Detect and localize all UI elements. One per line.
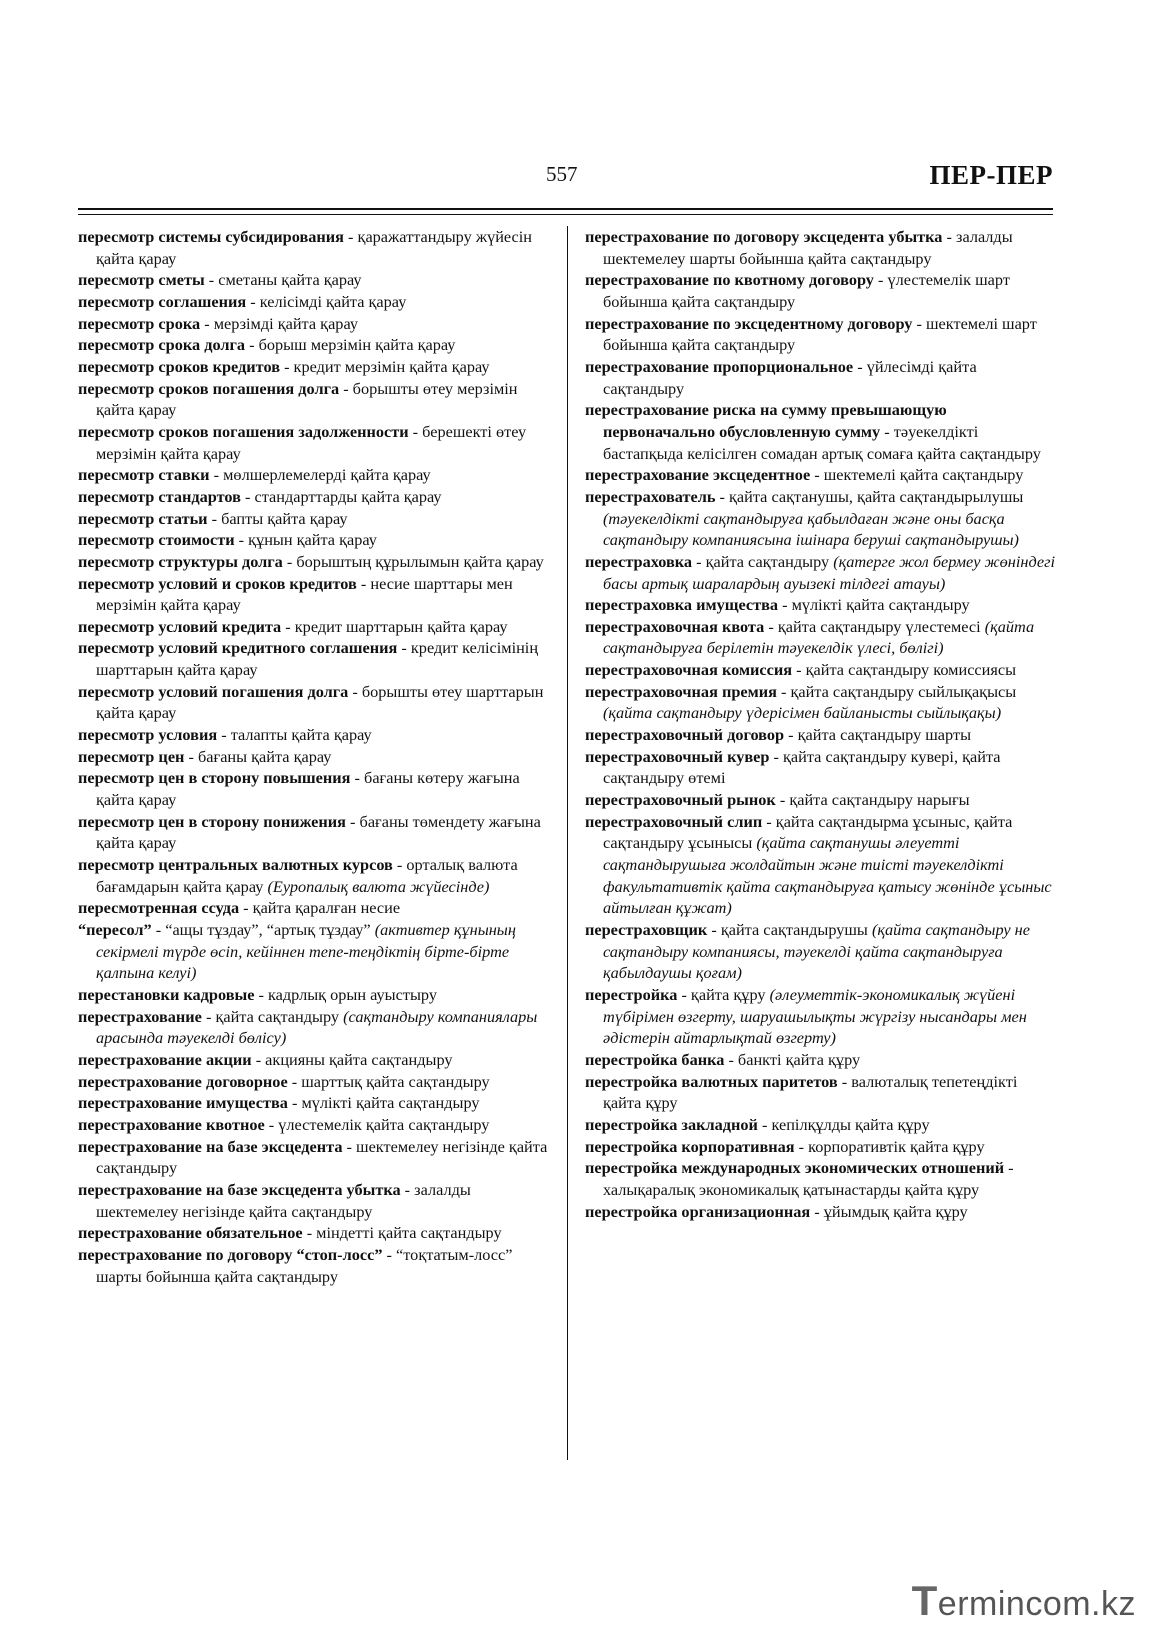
entry-definition: - шектемелеу негізінде қайта сақтандыру bbox=[96, 1136, 548, 1178]
entry-term: перестрахование по эксцедентному договору bbox=[585, 313, 913, 333]
dictionary-entry bbox=[585, 681, 1055, 724]
entry-term: перестраховочная комиссия bbox=[585, 660, 793, 680]
entry-term: перестрахование договорное bbox=[78, 1071, 288, 1091]
entry-term: пересмотренная ссуда bbox=[78, 898, 240, 918]
entry-term: пересмотр цен в сторону повышения bbox=[78, 768, 351, 788]
entry-term: перестрахование на базе эксцедента bbox=[78, 1136, 343, 1156]
entry-definition: - бапты қайта қарау bbox=[207, 508, 348, 528]
entry-definition: - шектемелі шарт бойынша қайта сақтандыру bbox=[603, 313, 1037, 355]
entry-definition: - қайта сақтандыру нарығы bbox=[775, 790, 970, 810]
entry-note: (қайта сақтандыруға берілетін тәуекелдік үлесі, бөлігі) bbox=[603, 616, 1035, 658]
entry-definition: - сметаны қайта қарау bbox=[204, 270, 362, 290]
entry-definition: - корпоративтік қайта құру bbox=[794, 1136, 985, 1156]
header-rule-thin bbox=[78, 214, 1053, 215]
entry-definition: - банкті қайта құру bbox=[724, 1049, 861, 1069]
entry-definition: - үлестемелік қайта сақтандыру bbox=[264, 1114, 490, 1134]
dictionary-entry bbox=[78, 1071, 550, 1093]
dictionary-entry bbox=[78, 811, 550, 854]
entry-definition: - мерзімді қайта қарау bbox=[200, 313, 358, 333]
logo-initial: T bbox=[911, 1577, 938, 1624]
entry-term: пересмотр срока долга bbox=[78, 335, 246, 355]
dictionary-entry bbox=[78, 616, 550, 638]
dictionary-entry bbox=[585, 724, 1055, 746]
column-divider bbox=[567, 226, 568, 1460]
entry-definition: - қайта сақтандыру кувері, қайта сақтандыру өтемі bbox=[603, 746, 1001, 788]
dictionary-entry bbox=[78, 356, 550, 378]
entry-term: перестраховочный кувер bbox=[585, 746, 770, 766]
entry-term: перестрахование обязательное bbox=[78, 1223, 303, 1243]
entry-note: (қатерге жол бермеу жөніндегі басы артық шаралардың ауызекі тілдегі атауы) bbox=[603, 551, 1055, 593]
entry-term: перестраховщик bbox=[585, 920, 708, 939]
dictionary-entry bbox=[78, 1136, 550, 1179]
entry-definition: - қайта құру bbox=[677, 984, 770, 1004]
dictionary-entry bbox=[78, 464, 550, 486]
page-header bbox=[78, 160, 1053, 210]
entry-definition: - бағаны көтеру жағына қайта қарау bbox=[96, 768, 520, 810]
dictionary-entry bbox=[78, 291, 550, 313]
dictionary-entry bbox=[585, 1114, 1055, 1136]
dictionary-entry bbox=[585, 1071, 1055, 1114]
entry-definition: - мүлікті қайта сақтандыру bbox=[778, 595, 970, 615]
entry-definition: - ұйымдық қайта құру bbox=[810, 1201, 968, 1221]
entry-term: пересмотр условия bbox=[78, 725, 218, 745]
dictionary-entry bbox=[585, 399, 1055, 464]
dictionary-entry bbox=[78, 854, 550, 897]
entry-term: пересмотр условий кредитного соглашения bbox=[78, 638, 398, 658]
entry-definition: - қайта сақтандыру bbox=[692, 551, 834, 571]
entry-definition: - міндетті қайта сақтандыру bbox=[302, 1223, 502, 1243]
entry-definition: - талапты қайта қарау bbox=[217, 725, 372, 745]
entry-definition: - борыштың құрылымын қайта қарау bbox=[282, 551, 544, 571]
entry-note: (Еуропалық валюта жүйесінде) bbox=[267, 876, 490, 896]
entry-term: перестраховочный рынок bbox=[585, 790, 776, 810]
entry-definition: - несие шарттары мен мерзімін қайта қарау bbox=[96, 573, 513, 615]
entry-definition: - стандарттарды қайта қарау bbox=[240, 486, 442, 506]
dictionary-entry bbox=[78, 1222, 550, 1244]
dictionary-entry bbox=[585, 811, 1055, 919]
entry-term: пересмотр статьи bbox=[78, 508, 208, 528]
dictionary-entry bbox=[585, 1157, 1055, 1200]
dictionary-entry bbox=[78, 681, 550, 724]
dictionary-entry bbox=[78, 1092, 550, 1114]
entry-definition: - орталық валюта бағамдарын қайта қарау bbox=[96, 855, 518, 896]
entry-term: перестраховочный слип bbox=[585, 811, 763, 831]
dictionary-entry bbox=[78, 1114, 550, 1136]
logo-text: ermincom.kz bbox=[937, 1585, 1136, 1623]
entry-term: пересмотр цен bbox=[78, 746, 185, 766]
entry-term: пересмотр сроков погашения задолженности bbox=[78, 421, 409, 441]
dictionary-entry bbox=[585, 594, 1055, 616]
dictionary-entry bbox=[78, 1006, 550, 1049]
page-number: 557 bbox=[546, 162, 578, 186]
entry-definition: - шектемелі қайта сақтандыру bbox=[810, 465, 1024, 485]
entry-note: (әлеуметтік-экономикалық жүйені түбірімен өзгерту, шаруашылықты жүргізу нысандары мен әдістерін айтарлықтай өзгерту) bbox=[603, 984, 1027, 1048]
entry-definition: - мүлікті қайта сақтандыру bbox=[287, 1093, 480, 1113]
dictionary-entry bbox=[78, 724, 550, 746]
dictionary-entry bbox=[585, 313, 1055, 356]
dictionary-entry bbox=[78, 984, 550, 1006]
entry-term: перестраховочный договор bbox=[585, 725, 785, 745]
entry-definition: - кадрлық орын ауыстыру bbox=[254, 984, 437, 1004]
entry-definition: - “ащы тұздау”, “артық тұздау” bbox=[151, 920, 375, 939]
entry-definition: - залалды шектемелеу шарты бойынша қайта сақтандыру bbox=[603, 227, 1013, 268]
entry-term: перестрахователь bbox=[585, 486, 716, 506]
entry-definition: - кредит шарттарын қайта қарау bbox=[281, 616, 508, 636]
entry-term: пересмотр цен в сторону понижения bbox=[78, 811, 346, 831]
dictionary-entry bbox=[78, 746, 550, 768]
dictionary-entry bbox=[78, 508, 550, 530]
entry-definition: - қайта сақтандыру сыйлықақысы bbox=[776, 681, 1017, 701]
entry-definition: - шарттық қайта сақтандыру bbox=[287, 1071, 490, 1091]
dictionary-entry bbox=[585, 486, 1055, 551]
entry-definition: - берешекті өтеу мерзімін қайта қарау bbox=[96, 421, 527, 463]
dictionary-entry bbox=[78, 573, 550, 616]
entry-note: (активтер құнының секірмелі түрде өсіп, кейіннен тепе-теңдіктің бірте-бірте қалпына келуі) bbox=[96, 920, 516, 983]
dictionary-entry bbox=[585, 551, 1055, 594]
entry-term: пересмотр центральных валютных курсов bbox=[78, 855, 393, 875]
entry-term: перестрахование квотное bbox=[78, 1114, 265, 1134]
entry-term: пересмотр структуры долга bbox=[78, 551, 283, 571]
entry-term: перестрахование по договору “стоп-лосс” bbox=[78, 1244, 383, 1264]
entry-definition: - қайта сақтанушы, қайта сақтандырылушы bbox=[715, 486, 1024, 506]
entry-term: перестановки кадровые bbox=[78, 984, 255, 1004]
entry-term: пересмотр сроков погашения долга bbox=[78, 378, 340, 398]
dictionary-entry bbox=[585, 746, 1055, 789]
entry-term: перестрахование по договору эксцедента убытка bbox=[585, 227, 943, 246]
entry-definition: - мөлшерлемелерді қайта қарау bbox=[209, 465, 431, 485]
entry-term: “пересол” bbox=[78, 920, 152, 939]
dictionary-entry bbox=[78, 226, 550, 269]
entry-term: перестройка bbox=[585, 984, 678, 1004]
left-column bbox=[78, 226, 550, 1287]
entry-term: пересмотр условий погашения долга bbox=[78, 681, 349, 701]
dictionary-entry bbox=[585, 659, 1055, 681]
dictionary-entry bbox=[78, 486, 550, 508]
page-title: ПЕР-ПЕР bbox=[929, 160, 1053, 190]
entry-definition: - бағаны төмендету жағына қайта қарау bbox=[96, 811, 541, 853]
entry-note: (қайта сақтандыру не сақтандыру компаниясы, тәуекелді қайта сақтандыруға қабылдаушы қоғам) bbox=[603, 920, 1030, 983]
entry-term: перестрахование риска на сумму превышающую первоначально обусловленную сумму bbox=[585, 400, 947, 441]
entry-term: перестрахование на базе эксцедента убытка bbox=[78, 1179, 401, 1199]
dictionary-entry bbox=[78, 1049, 550, 1071]
entry-term: перестрахование имущества bbox=[78, 1093, 288, 1113]
entry-definition: - қайта сақтандыру шарты bbox=[784, 725, 972, 745]
entry-definition: - борышты өтеу шарттарын қайта қарау bbox=[96, 681, 544, 723]
dictionary-entry bbox=[585, 269, 1055, 312]
entry-term: пересмотр сметы bbox=[78, 270, 205, 290]
entry-term: перестрахование эксцедентное bbox=[585, 465, 811, 485]
entry-term: перестраховка имущества bbox=[585, 595, 779, 615]
dictionary-entry bbox=[585, 616, 1055, 659]
entry-term: перестрахование bbox=[78, 1006, 202, 1026]
entry-definition: - борыш мерзімін қайта қарау bbox=[245, 335, 456, 355]
dictionary-entry bbox=[78, 269, 550, 291]
entry-definition: - халықаралық экономикалық қатынастарды қайта құру bbox=[603, 1158, 1014, 1199]
entry-term: перестройка организационная bbox=[585, 1201, 811, 1221]
entry-definition: - “тоқтатым-лосс” шарты бойынша қайта сақтандыру bbox=[96, 1244, 513, 1286]
dictionary-entry bbox=[78, 529, 550, 551]
dictionary-entry bbox=[78, 313, 550, 335]
dictionary-entry bbox=[585, 226, 1055, 269]
dictionary-entry bbox=[78, 767, 550, 810]
entry-term: пересмотр условий и сроков кредитов bbox=[78, 573, 357, 593]
entry-term: перестройка банка bbox=[585, 1049, 725, 1069]
entry-term: перестройка международных экономических отношений bbox=[585, 1158, 1005, 1178]
dictionary-entry bbox=[585, 1201, 1055, 1223]
dictionary-entry bbox=[78, 334, 550, 356]
entry-term: пересмотр стандартов bbox=[78, 486, 241, 506]
dictionary-entry bbox=[78, 1244, 550, 1287]
entry-definition: - келісімді қайта қарау bbox=[246, 291, 407, 311]
entry-term: пересмотр стоимости bbox=[78, 530, 235, 550]
right-column bbox=[585, 226, 1055, 1222]
entry-definition: - қайта сақтандыру комиссиясы bbox=[792, 660, 1017, 680]
dictionary-entry bbox=[585, 789, 1055, 811]
entry-definition: - қайта сақтандыру үлестемесі bbox=[764, 616, 985, 636]
entry-definition: - тәуекелдікті бастапқыда келісілген сомадан артық сомаға қайта сақтандыру bbox=[603, 421, 1041, 463]
entry-definition: - қайта қаралған несие bbox=[239, 898, 401, 918]
dictionary-entry bbox=[78, 1179, 550, 1222]
entry-term: перестрахование по квотному договору bbox=[585, 270, 874, 290]
dictionary-entry bbox=[585, 1136, 1055, 1158]
entry-term: пересмотр системы субсидирования bbox=[78, 227, 344, 246]
entry-term: перестраховочная квота bbox=[585, 616, 765, 636]
entry-definition: - акцияны қайта сақтандыру bbox=[251, 1049, 453, 1069]
entry-definition: - борышты өтеу мерзімін қайта қарау bbox=[96, 378, 518, 420]
header-rule-thick bbox=[78, 208, 1053, 210]
entry-definition: - залалды шектемелеу негізінде қайта сақтандыру bbox=[96, 1179, 471, 1221]
entry-term: перестройка корпоративная bbox=[585, 1136, 795, 1156]
entry-definition: - қайта сақтандырушы bbox=[707, 920, 872, 939]
dictionary-entry bbox=[78, 378, 550, 421]
dictionary-entry bbox=[585, 1049, 1055, 1071]
entry-term: пересмотр срока bbox=[78, 313, 201, 333]
entry-term: перестрахование акции bbox=[78, 1049, 252, 1069]
dictionary-entry bbox=[78, 551, 550, 573]
entry-term: пересмотр условий кредита bbox=[78, 616, 282, 636]
entry-note: (сақтандыру компаниялары арасында тәуекелді бөлісу) bbox=[96, 1006, 538, 1048]
dictionary-entry bbox=[585, 984, 1055, 1049]
entry-definition: - валюталық тепетеңдікті қайта құру bbox=[603, 1071, 1018, 1113]
entry-definition: - үлестемелік шарт бойынша қайта сақтандыру bbox=[603, 270, 1010, 311]
dictionary-entry bbox=[78, 421, 550, 464]
entry-definition: - қайта сақтандыру bbox=[201, 1006, 344, 1026]
entry-note: (тәуекелдікті сақтандыруға қабылдаған және оны басқа сақтандыру компаниясына ішінара беруші сақтандырушы) bbox=[603, 508, 1019, 550]
entry-term: пересмотр соглашения bbox=[78, 291, 247, 311]
dictionary-entry bbox=[585, 356, 1055, 399]
entry-note: (қайта сақтанушы әлеуетті сақтандырушыға жолдайтын және тиісті тәуекелдікті факультативтік қайта сақтандыруға қатысу жөнінде ұсыныс айтылған құжат) bbox=[603, 833, 1052, 918]
dictionary-entry bbox=[585, 919, 1055, 984]
entry-term: перестраховочная премия bbox=[585, 681, 777, 701]
entry-definition: - құнын қайта қарау bbox=[234, 530, 377, 550]
entry-term: перестройка закладной bbox=[585, 1114, 758, 1134]
dictionary-entry bbox=[78, 897, 550, 919]
entry-definition: - қайта сақтандырма ұсыныс, қайта сақтандыру ұсынысы bbox=[603, 811, 1013, 853]
entry-term: перестрахование пропорциональное bbox=[585, 356, 854, 376]
entry-note: (қайта сақтандыру үдерісімен байланысты сыйлықақы) bbox=[603, 703, 1002, 723]
entry-term: перестраховка bbox=[585, 551, 693, 571]
entry-definition: - қаражаттандыру жүйесін қайта қарау bbox=[96, 227, 533, 268]
entry-term: перестройка валютных паритетов bbox=[585, 1071, 838, 1091]
dictionary-entry bbox=[78, 637, 550, 680]
dictionary-entry bbox=[585, 464, 1055, 486]
entry-definition: - бағаны қайта қарау bbox=[184, 746, 332, 766]
termincom-logo bbox=[912, 1577, 1136, 1625]
entry-definition: - үйлесімді қайта сақтандыру bbox=[603, 356, 977, 398]
entry-term: пересмотр сроков кредитов bbox=[78, 356, 280, 376]
entry-definition: - кепілқұлды қайта құру bbox=[757, 1114, 930, 1134]
entry-definition: - кредит мерзімін қайта қарау bbox=[280, 356, 490, 376]
entry-definition: - кредит келісімінің шарттарын қайта қарау bbox=[96, 638, 539, 680]
entry-term: пересмотр ставки bbox=[78, 465, 210, 485]
dictionary-entry bbox=[78, 919, 550, 984]
